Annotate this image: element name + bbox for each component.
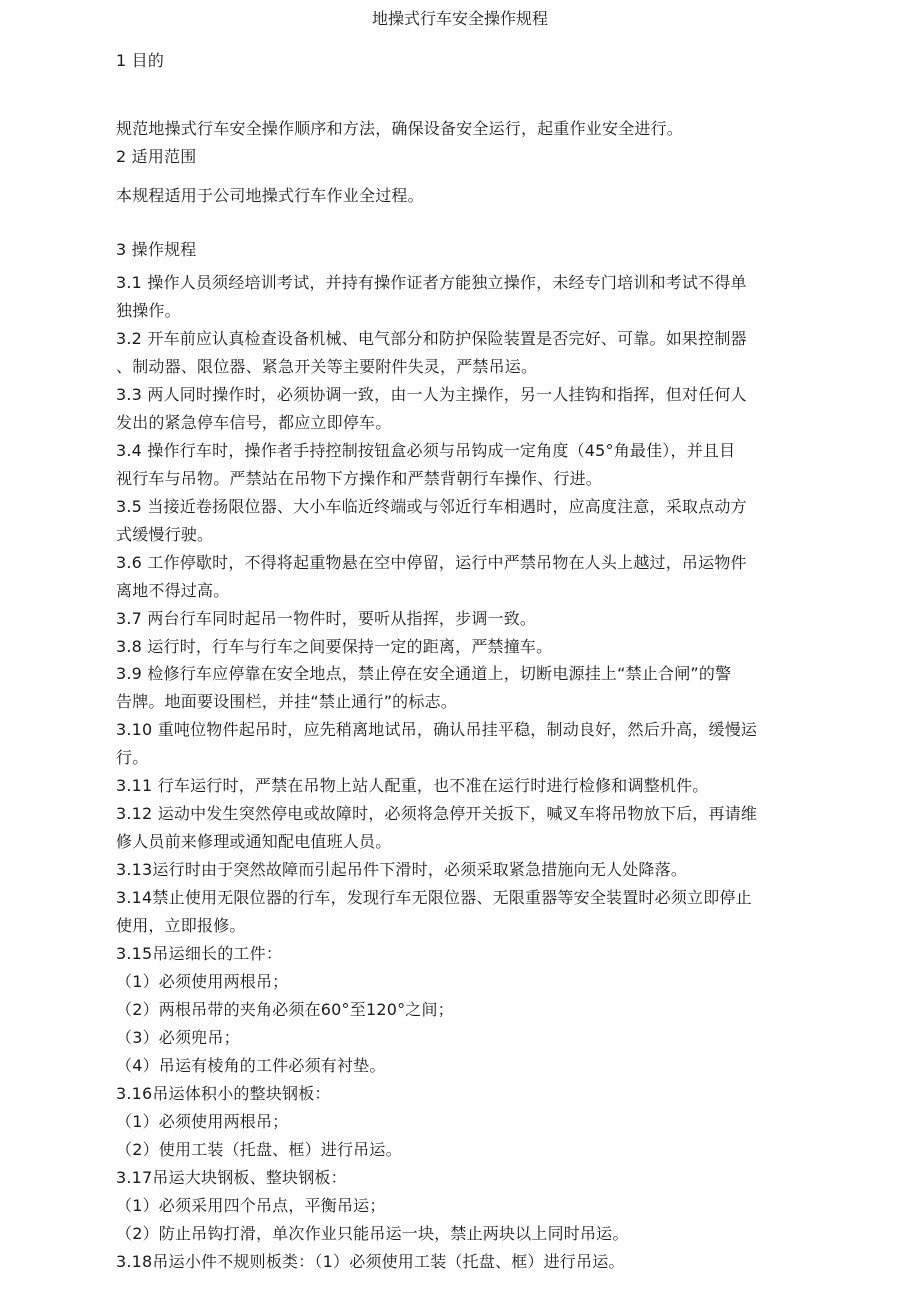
clause-line: 3.17吊运大块钢板、整块钢板：: [116, 1168, 347, 1187]
section-heading: 2 适用范围: [116, 147, 197, 166]
list-item: （2）使用工装（托盘、框）进行吊运。: [116, 1140, 402, 1159]
document-title: 地操式行车安全操作规程: [371, 9, 548, 28]
clause-line: 3.18吊运小件不规则板类：（1）必须使用工装（托盘、框）进行吊运。: [116, 1252, 625, 1271]
clause-line: 3.12 运动中发生突然停电或故障时，必须将急停开关扳下，喊叉车将吊物放下后，再请维: [116, 804, 758, 823]
list-item: （3）必须兜吊；: [116, 1028, 240, 1047]
clause-line: 3.10 重吨位物件起吊时，应先稍离地试吊，确认吊挂平稳，制动良好，然后升高，缓慢运: [116, 720, 758, 739]
clause-line: 3.11 行车运行时，严禁在吊物上站人配重，也不准在运行时进行检修和调整机件。: [116, 776, 709, 795]
clause-line: 3.9 检修行车应停靠在安全地点，禁止停在安全通道上，切断电源挂上“禁止合闸”的警: [116, 664, 732, 683]
section-heading: 1 目的: [116, 51, 165, 70]
clause-line: 3.6 工作停歇时，不得将起重物悬在空中停留，运行中严禁吊物在人头上越过，吊运物件: [116, 553, 747, 572]
paragraph: 本规程适用于公司地操式行车作业全过程。: [116, 186, 424, 205]
clause-line: 3.16吊运体积小的整块钢板：: [116, 1084, 331, 1103]
list-item: （1）必须采用四个吊点，平衡吊运；: [116, 1196, 386, 1215]
section-heading: 3 操作规程: [116, 240, 197, 259]
clause-line: 3.7 两台行车同时起吊一物件时，要听从指挥，步调一致。: [116, 609, 537, 628]
clause-line: 3.3 两人同时操作时，必须协调一致，由一人为主操作，另一人挂钩和指挥，但对任何人: [116, 385, 747, 404]
list-item: （2）两根吊带的夹角必须在60°至120°之间；: [116, 1000, 454, 1019]
clause-line: 独操作。: [116, 301, 181, 320]
clause-line: 离地不得过高。: [116, 581, 230, 600]
clause-line: 3.8 运行时，行车与行车之间要保持一定的距离，严禁撞车。: [116, 637, 553, 656]
clause-line: 3.15吊运细长的工件：: [116, 944, 283, 963]
clause-line: 发出的紧急停车信号，都应立即停车。: [116, 413, 392, 432]
clause-line: 、制动器、限位器、紧急开关等主要附件失灵，严禁吊运。: [116, 357, 538, 376]
clause-line: 3.14禁止使用无限位器的行车，发现行车无限位器、无限重器等安全装置时必须立即停止: [116, 888, 752, 907]
clause-line: 式缓慢行驶。: [116, 525, 214, 544]
clause-line: 3.5 当接近卷扬限位器、大小车临近终端或与邻近行车相遇时，应高度注意，采取点动方: [116, 497, 747, 516]
list-item: （2）防止吊钩打滑，单次作业只能吊运一块，禁止两块以上同时吊运。: [116, 1224, 629, 1243]
clause-line: 3.2 开车前应认真检查设备机械、电气部分和防护保险装置是否完好、可靠。如果控制器: [116, 329, 747, 348]
clause-line: 视行车与吊物。严禁站在吊物下方操作和严禁背朝行车操作、行进。: [116, 469, 603, 488]
clause-line: 修人员前来修理或通知配电值班人员。: [116, 832, 392, 851]
clause-line: 3.4 操作行车时，操作者手持控制按钮盒必须与吊钩成一定角度（45°角最佳），并且目: [116, 441, 736, 460]
list-item: （4）吊运有棱角的工件必须有衬垫。: [116, 1056, 386, 1075]
clause-line: 告牌。地面要设围栏，并挂“禁止通行”的标志。: [116, 692, 457, 711]
clause-line: 行。: [116, 748, 149, 767]
clause-line: 使用，立即报修。: [116, 916, 246, 935]
clause-line: 3.1 操作人员须经培训考试，并持有操作证者方能独立操作，未经专门培训和考试不得单: [116, 273, 747, 292]
list-item: （1）必须使用两根吊；: [116, 1112, 289, 1131]
list-item: （1）必须使用两根吊；: [116, 972, 289, 991]
paragraph: 规范地操式行车安全操作顺序和方法，确保设备安全运行，起重作业安全进行。: [116, 119, 684, 138]
clause-line: 3.13运行时由于突然故障而引起吊件下滑时，必须采取紧急措施向无人处降落。: [116, 860, 688, 879]
